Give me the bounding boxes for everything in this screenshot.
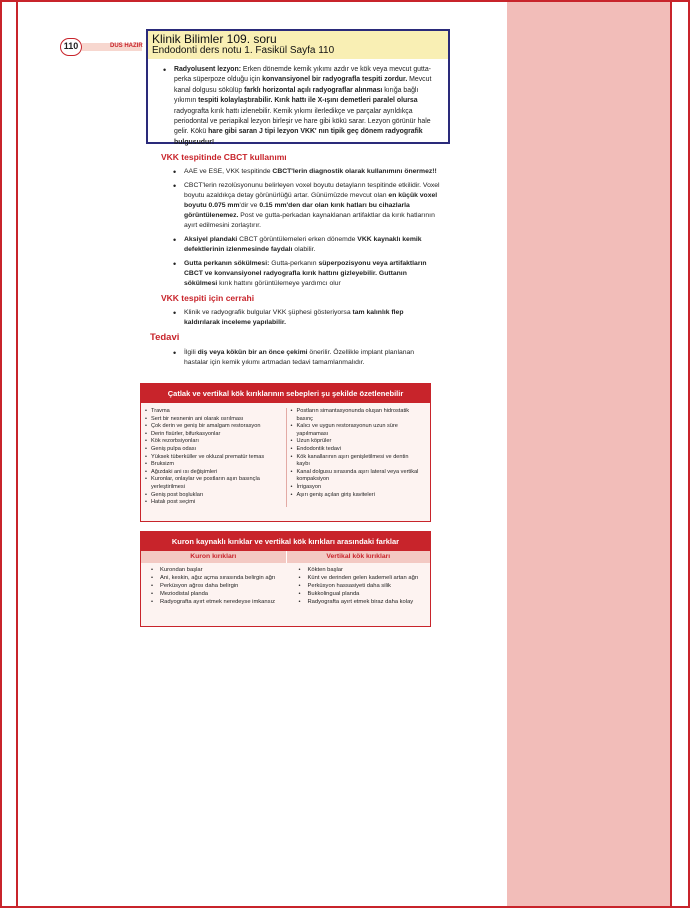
list-item: • Kökten başlar	[299, 567, 421, 575]
item-text-bold: Gutta perkanın sökülmesi:	[184, 260, 270, 267]
differences-table	[140, 531, 431, 627]
list-item: • Radyografta ayırt etmek biraz daha kolay	[299, 599, 421, 607]
list-item	[172, 308, 440, 328]
item-text-bold: süperpozisyonu veya artifaktların CBCT ve konvansiyonel radyografla kırık hattını gizleyebilir. Guttanın sökülmesi	[184, 260, 427, 287]
note-text-bold: tespiti kolaylaştırabilir. Kırık hattı ile X-ışını demetleri paralel olursa	[198, 97, 418, 105]
crown-column	[151, 567, 289, 607]
item-text: Post ve gutta-perkadan kaynaklanan artifaktlar da kırık hatlarının ayırt edilmesini zorlaştırır.	[184, 212, 435, 229]
list-item: • Çok derin ve geniş bir amalgam restorasyon	[145, 423, 282, 431]
list-item: • Geniş post boşlukları	[145, 492, 282, 500]
causes-table-title: Çatlak ve vertikal kök kırıklarının sebepleri şu şekilde özetlenebilir	[141, 384, 430, 403]
section-heading-treatment: Tedavi	[150, 332, 180, 343]
item-text: CBCT'lerin rezolüsyonunu belirleyen voxel boyutu detayların tespitinde etkilidir. Voxel boyutu azaldıkça detay görünürlüğü artar. Günümüzde mevcut olan	[184, 182, 440, 199]
list-item: • Kurondan başlar	[151, 567, 283, 575]
causes-left-column	[145, 408, 286, 507]
frame-line-right	[670, 2, 672, 906]
note-box	[146, 29, 450, 144]
root-column	[289, 567, 427, 607]
item-text: Gutta-perkanın	[269, 260, 319, 267]
list-item: • Bruksizm	[145, 461, 282, 469]
column-header-crown: Kuron kırıkları	[141, 551, 286, 563]
list-item: • Kanal dolgusu sırasında aşırı lateral veya vertikal kompaksiyon	[291, 469, 423, 484]
cbct-list	[150, 167, 440, 289]
treatment-list	[150, 348, 440, 368]
list-item: • Bukkolingual planda	[299, 591, 421, 599]
item-text-bold: tam kalınlık flep kaldırılarak inceleme yapılabilir.	[184, 309, 404, 326]
note-text-bold: hare gibi saran J tipi lezyon VKK' nın tipik geç dönem radyografik bulgusudur!	[174, 128, 423, 146]
item-text: CBCT görüntülemeleri erken dönemde	[237, 236, 358, 243]
causes-table-body	[141, 403, 430, 507]
item-text: 'dir ve	[239, 202, 260, 209]
causes-right-column	[286, 408, 427, 507]
note-text: radyografta kırık hattı izlenebilir. Kemik yıkımı ilerledikçe ve parçalar ayrıldıkça periodontal ve periapikal lezyon birleşir ve hare gibi kökü sarar. Lezyon görünür hale gelir. Kökü	[174, 107, 431, 136]
list-item: • Derin fisürler, bifurkasyonlar	[145, 431, 282, 439]
header-label: DUS HAZIR	[110, 43, 143, 49]
list-item: • Perküsyon ağrısı daha belirgin	[151, 583, 283, 591]
column-header-root: Vertikal kök kırıkları	[286, 551, 431, 563]
list-item: • Ağızdaki ani ısı değişimleri	[145, 469, 282, 477]
note-subtitle: Endodonti ders notu 1. Fasikül Sayfa 110	[152, 45, 335, 56]
list-item: • Geniş pulpa odası	[145, 446, 282, 454]
item-text-bold: Aksiyel plandaki	[184, 236, 238, 243]
item-text: olabilir.	[292, 246, 316, 253]
list-item: • Postların simantasyonunda oluşan hidrostatik basınç	[291, 408, 423, 423]
list-item	[172, 235, 440, 255]
causes-table	[140, 383, 431, 522]
frame-line-left	[16, 2, 18, 906]
note-text: Erken dönemde kemik yıkımı azdır ve kök veya mevcut gutta-perka süperpoze olduğu için	[174, 66, 431, 84]
section-heading-cbct: VKK tespitinde CBCT kullanımı	[161, 152, 287, 162]
differences-table-body	[141, 563, 430, 607]
note-bullet	[162, 65, 440, 148]
list-item: • Kök kanallarının aşırı genişletilmesi ve dentin kaybı	[291, 454, 423, 469]
item-text: Klinik ve radyografik bulgular VKK şüphesi gösteriyorsa	[184, 309, 353, 316]
list-item: • Kök rezorbsiyonları	[145, 438, 282, 446]
note-text-bold: konvansiyonel bir radyografla tespiti zordur.	[262, 76, 408, 84]
item-text-bold: VKK kaynaklı kemik defektlerinin izlenmesinde faydalı	[184, 236, 422, 253]
item-text: AAE ve ESE, VKK tespitinde	[184, 168, 273, 175]
list-item: • Travma	[145, 408, 282, 416]
section-heading-surgery: VKK tespiti için cerrahi	[161, 293, 255, 303]
list-item: • Meziodistal planda	[151, 591, 283, 599]
list-item: • Uzun köprüler	[291, 438, 423, 446]
page-number: 110	[60, 38, 82, 56]
note-text-bold: Radyolusent lezyon:	[174, 66, 242, 73]
note-text-bold: farklı horizontal açılı radyograflar alınması	[244, 86, 383, 94]
list-item: • Ani, keskin, ağız açma sırasında belirgin ağrı	[151, 575, 283, 583]
side-panel	[507, 2, 672, 906]
differences-table-title: Kuron kaynaklı kırıklar ve vertikal kök kırıkları arasındaki farklar	[141, 532, 430, 551]
list-item: • Sert bir nesnenin ani olarak ısırılması	[145, 416, 282, 424]
item-text-bold: CBCT'lerin diagnostik olarak kullanımını önermez!!	[272, 168, 437, 175]
note-title: Klinik Bilimler 109. soru	[152, 32, 277, 46]
list-item	[172, 259, 440, 289]
list-item: • İrrigasyon	[291, 484, 423, 492]
list-item: • Perküsyon hassasiyeti daha silik	[299, 583, 421, 591]
differences-table-headers	[141, 551, 430, 563]
item-text: kırık hattını görüntülemeye yardımcı olur	[217, 280, 341, 287]
list-item: • Kalıcı ve uygun restorasyonun uzun süre yapılmaması	[291, 423, 423, 438]
list-item: • Radyografta ayırt etmek neredeyse imkansız	[151, 599, 283, 607]
list-item	[172, 181, 440, 231]
item-text: İlgili	[184, 349, 198, 356]
surgery-list	[150, 308, 440, 328]
note-text: kırığa bağlı yıkımın	[174, 86, 419, 105]
list-item: • Künt ve derinden gelen kademeli artan ağrı	[299, 575, 421, 583]
list-item: • Kuronlar, onlaylar ve postların aşırı basınçla yerleştirilmesi	[145, 476, 282, 491]
list-item	[172, 348, 440, 368]
main-content	[150, 150, 440, 372]
note-text: Mevcut kanal dolgusu sökülüp	[174, 76, 432, 94]
list-item: • Aşırı geniş açılan giriş kaviteleri	[291, 492, 423, 500]
list-item: • Yüksek tüberküller ve okluzal prematür temas	[145, 454, 282, 462]
item-text-bold: diş veya kökün bir an önce çekimi	[197, 349, 308, 356]
item-text-bold: en küçük voxel boyutu 0.075 mm	[184, 192, 438, 209]
item-text-bold: 0.15 mm'den dar olan kırık hatları bu cihazlarla görüntülenemez.	[184, 202, 410, 219]
list-item: • Hatalı post seçimi	[145, 499, 282, 507]
list-item	[172, 167, 440, 177]
note-body	[148, 59, 448, 148]
note-header	[148, 31, 448, 59]
item-text: önerilir. Özellikle implant planlanan hastalar için kemik yıkımı artmadan tedavi tamamlanmalıdır.	[184, 349, 415, 366]
list-item: • Endodontik tedavi	[291, 446, 423, 454]
